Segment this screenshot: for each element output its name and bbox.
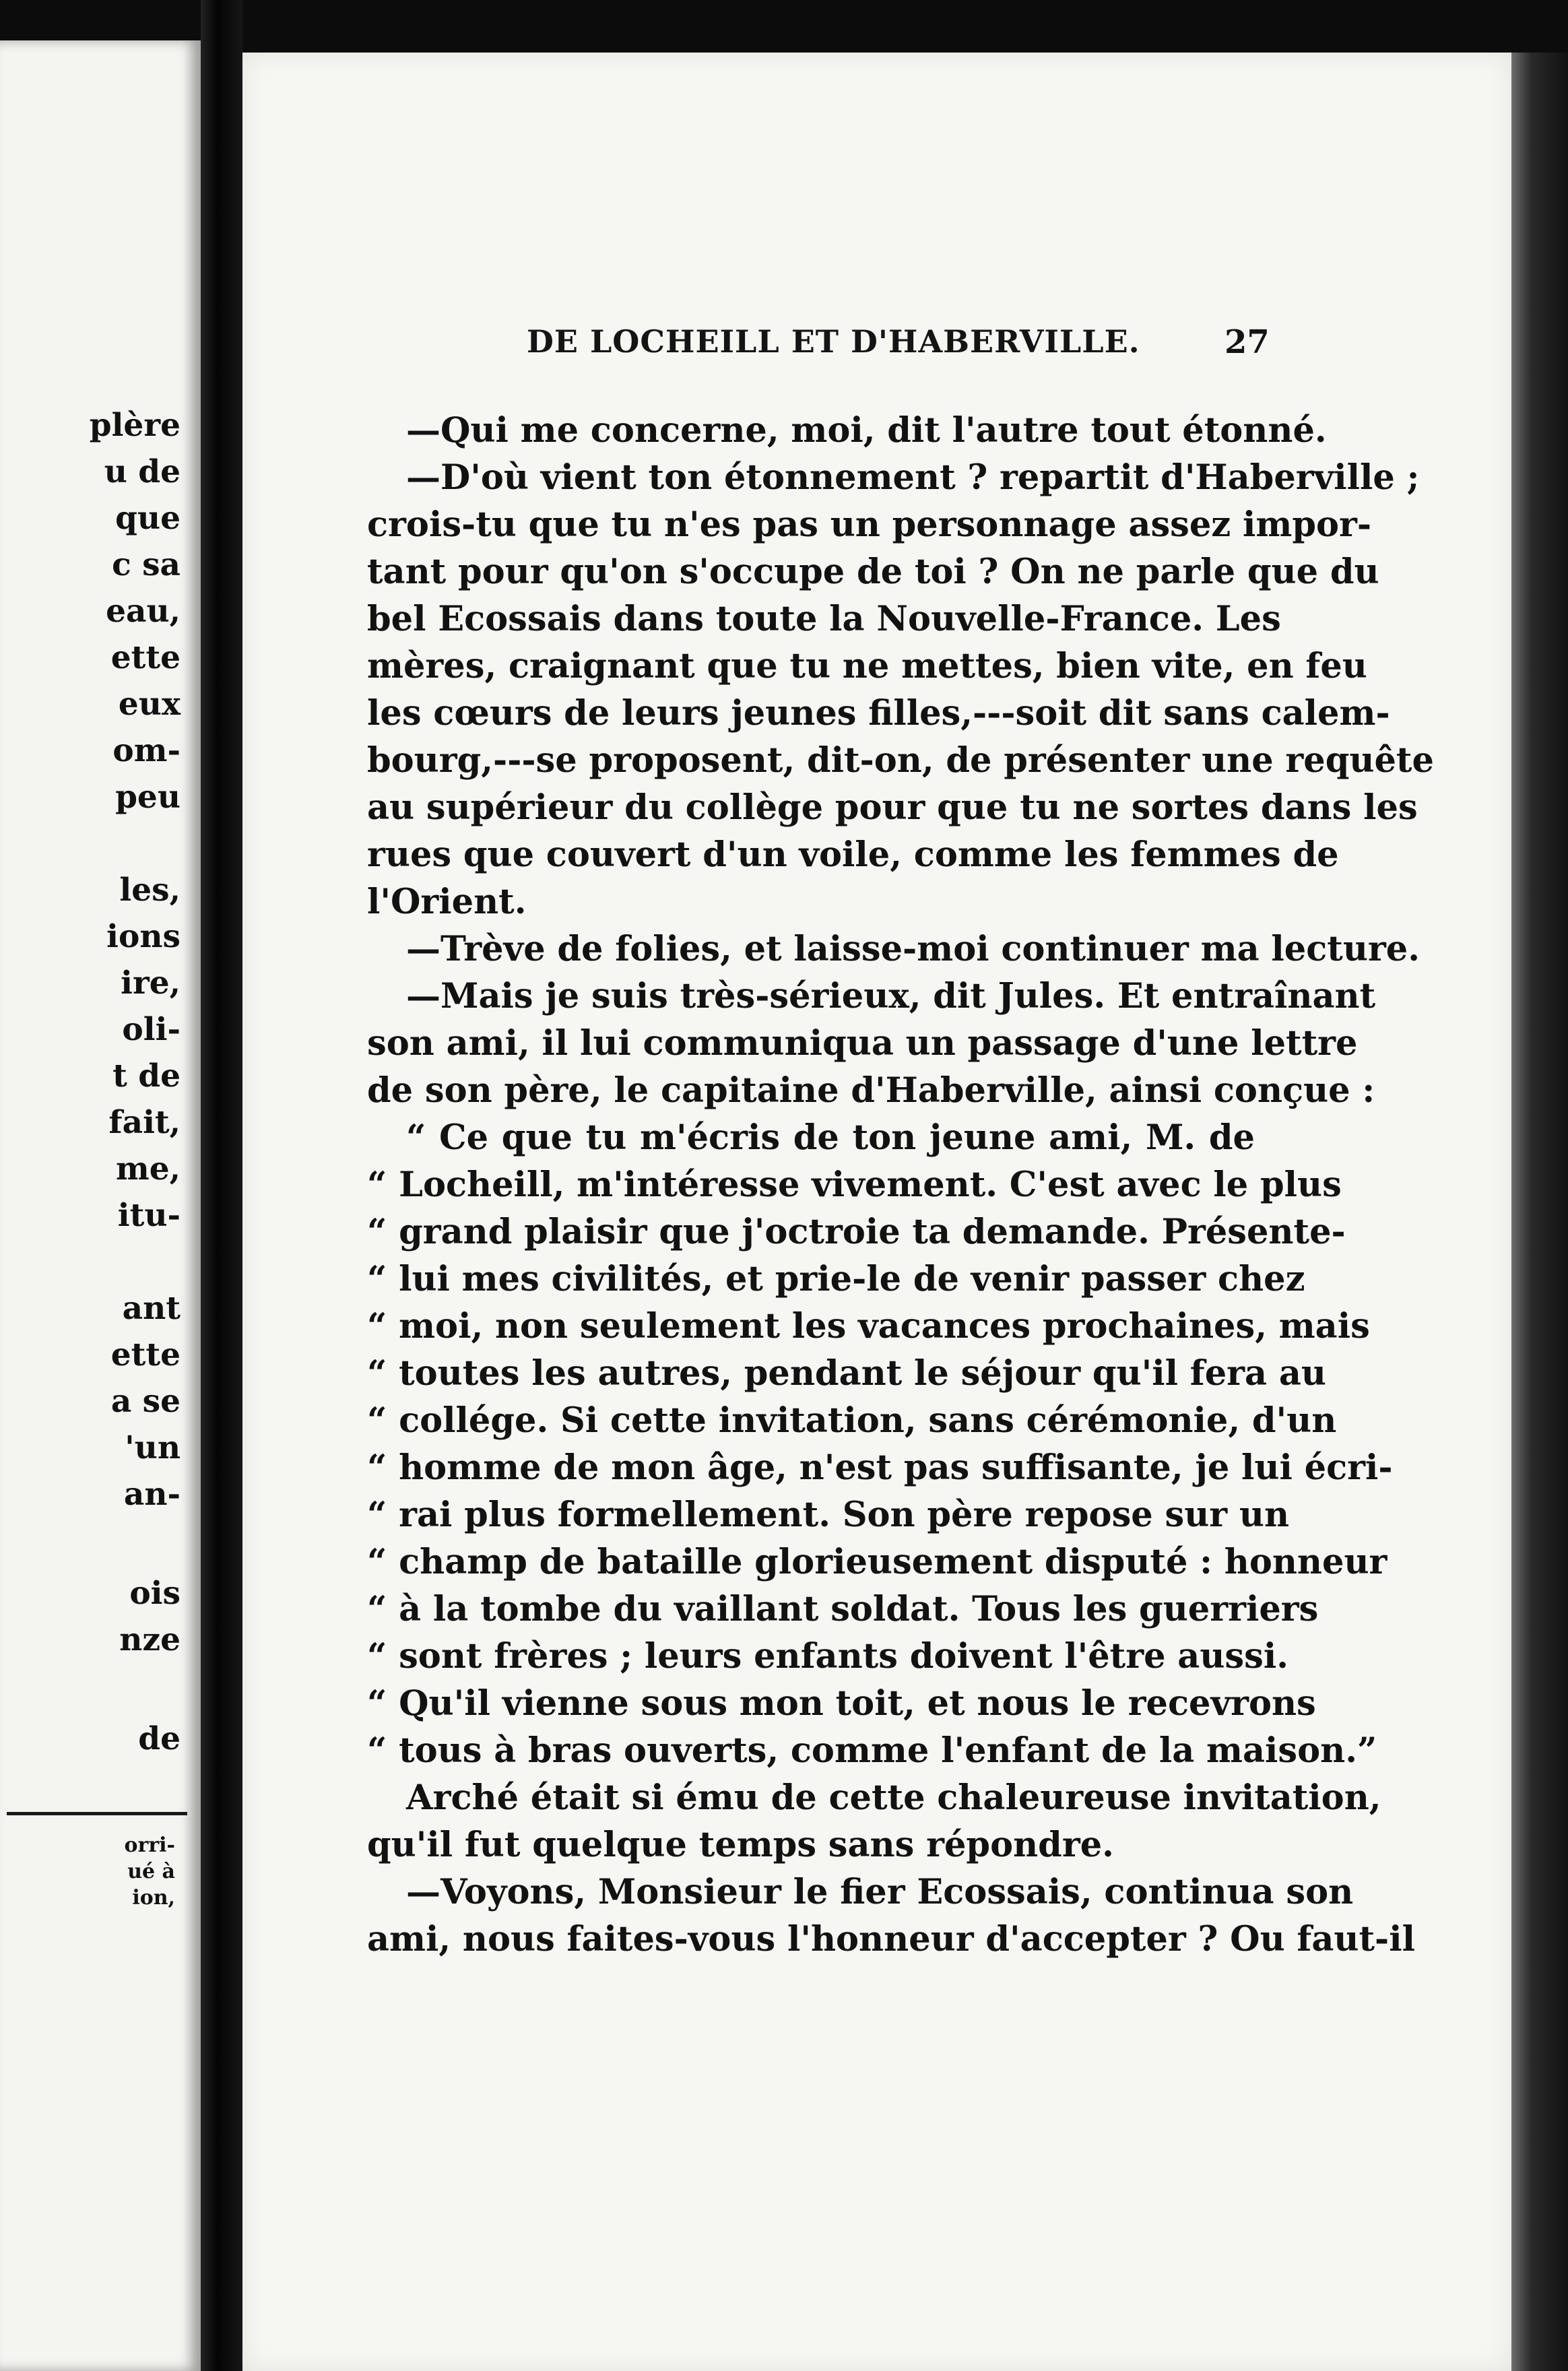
- quote-line: “ rai plus formellement. Son père repose sur un: [367, 1495, 1290, 1535]
- left-fragment: c sa: [112, 546, 181, 583]
- left-fragment: eau,: [106, 593, 181, 630]
- text-line: qu'il fut quelque temps sans répondre.: [367, 1825, 1114, 1865]
- left-fragment: u de: [104, 453, 181, 490]
- left-fragment: an-: [123, 1476, 181, 1513]
- text-line: bourg,---se proposent, dit-on, de présenter une requête: [367, 740, 1434, 781]
- left-fragment: om-: [112, 732, 181, 769]
- text-line: bel Ecossais dans toute la Nouvelle-France. Les: [367, 599, 1281, 639]
- quote-line: “ toutes les autres, pendant le séjour qu'il fera au: [367, 1353, 1326, 1394]
- left-fragment: t de: [112, 1058, 181, 1095]
- left-fragment: fait,: [108, 1104, 181, 1141]
- quote-line: “ sont frères ; leurs enfants doivent l'être aussi.: [367, 1636, 1288, 1677]
- text-line: de son père, le capitaine d'Haberville, ainsi conçue :: [367, 1070, 1375, 1111]
- page-number: 27: [1224, 323, 1270, 361]
- text-line: Arché était si ému de cette chaleureuse invitation,: [406, 1778, 1381, 1818]
- left-fragment: eux: [118, 686, 181, 723]
- quote-line: “ champ de bataille glorieusement disputé : honneur: [367, 1542, 1387, 1582]
- left-fragment: peu: [115, 779, 181, 816]
- text-line: l'Orient.: [367, 882, 527, 922]
- text-line: son ami, il lui communiqua un passage d'une lettre: [367, 1023, 1358, 1064]
- left-fragment: ette: [110, 639, 181, 676]
- left-footnote-fragment: ué à: [127, 1860, 175, 1883]
- quote-line: “ homme de mon âge, n'est pas suffisante, je lui écri-: [367, 1448, 1393, 1488]
- left-fragment: plère: [89, 407, 181, 444]
- text-line: tant pour qu'on s'occupe de toi ? On ne parle que du: [367, 552, 1379, 592]
- left-footnote-fragment: ion,: [132, 1886, 175, 1910]
- text-line: —D'où vient ton étonnement ? repartit d'Haberville ;: [406, 457, 1420, 498]
- quote-line: “ Ce que tu m'écris de ton jeune ami, M. de: [406, 1117, 1255, 1158]
- book-gutter: [201, 0, 242, 2371]
- text-line: —Voyons, Monsieur le fier Ecossais, continua son: [406, 1872, 1354, 1912]
- text-line: —Trève de folies, et laisse-moi continuer ma lecture.: [406, 929, 1420, 969]
- quote-line: “ tous à bras ouverts, comme l'enfant de la maison.”: [367, 1730, 1377, 1771]
- text-line: au supérieur du collège pour que tu ne sortes dans les: [367, 787, 1418, 828]
- left-fragment: ois: [129, 1575, 181, 1612]
- left-facing-page: [0, 40, 201, 2371]
- body-text: [367, 407, 1434, 1963]
- left-fragment: ant: [122, 1290, 181, 1327]
- quote-line: “ grand plaisir que j'octroie ta demande. Présente-: [367, 1212, 1346, 1252]
- quote-line: “ Locheill, m'intéresse vivement. C'est avec le plus: [367, 1165, 1342, 1205]
- quote-line: “ lui mes civilités, et prie-le de venir passer chez: [367, 1259, 1305, 1299]
- left-fragment: que: [115, 500, 181, 537]
- quote-line: “ moi, non seulement les vacances prochaines, mais: [367, 1306, 1370, 1346]
- text-line: rues que couvert d'un voile, comme les femmes de: [367, 835, 1339, 875]
- footnote-rule: [7, 1812, 187, 1815]
- text-line: les cœurs de leurs jeunes filles,---soit dit sans calem-: [367, 693, 1390, 734]
- quote-line: “ à la tombe du vaillant soldat. Tous les guerriers: [367, 1589, 1319, 1629]
- text-line: mères, craignant que tu ne mettes, bien vite, en feu: [367, 646, 1367, 686]
- text-line: ami, nous faites-vous l'honneur d'accepter ? Ou faut-il: [367, 1919, 1415, 1959]
- left-fragment: me,: [116, 1150, 181, 1188]
- left-fragment: de: [138, 1720, 181, 1757]
- left-fragment: oli-: [122, 1011, 181, 1048]
- left-footnote-fragment: orri-: [124, 1833, 175, 1857]
- left-fragment: a se: [110, 1383, 181, 1420]
- page-edge-shadow: [1511, 53, 1568, 2371]
- left-fragment: nze: [119, 1621, 181, 1658]
- text-line: —Qui me concerne, moi, dit l'autre tout étonné.: [406, 410, 1327, 451]
- left-fragment: itu-: [117, 1197, 181, 1234]
- left-fragment: les,: [119, 872, 181, 909]
- text-line: —Mais je suis très-sérieux, dit Jules. Et entraînant: [406, 976, 1376, 1016]
- left-page-text: [0, 40, 201, 2371]
- left-fragment: ette: [110, 1336, 181, 1373]
- left-fragment: ire,: [121, 965, 181, 1002]
- left-fragment: ions: [106, 918, 181, 955]
- quote-line: “ Qu'il vienne sous mon toit, et nous le recevrons: [367, 1683, 1316, 1724]
- quote-line: “ collége. Si cette invitation, sans cérémonie, d'un: [367, 1400, 1337, 1441]
- left-fragment: 'un: [125, 1429, 181, 1466]
- text-line: crois-tu que tu n'es pas un personnage assez impor-: [367, 505, 1372, 545]
- running-head: DE LOCHEILL ET D'HABERVILLE.: [527, 323, 1140, 360]
